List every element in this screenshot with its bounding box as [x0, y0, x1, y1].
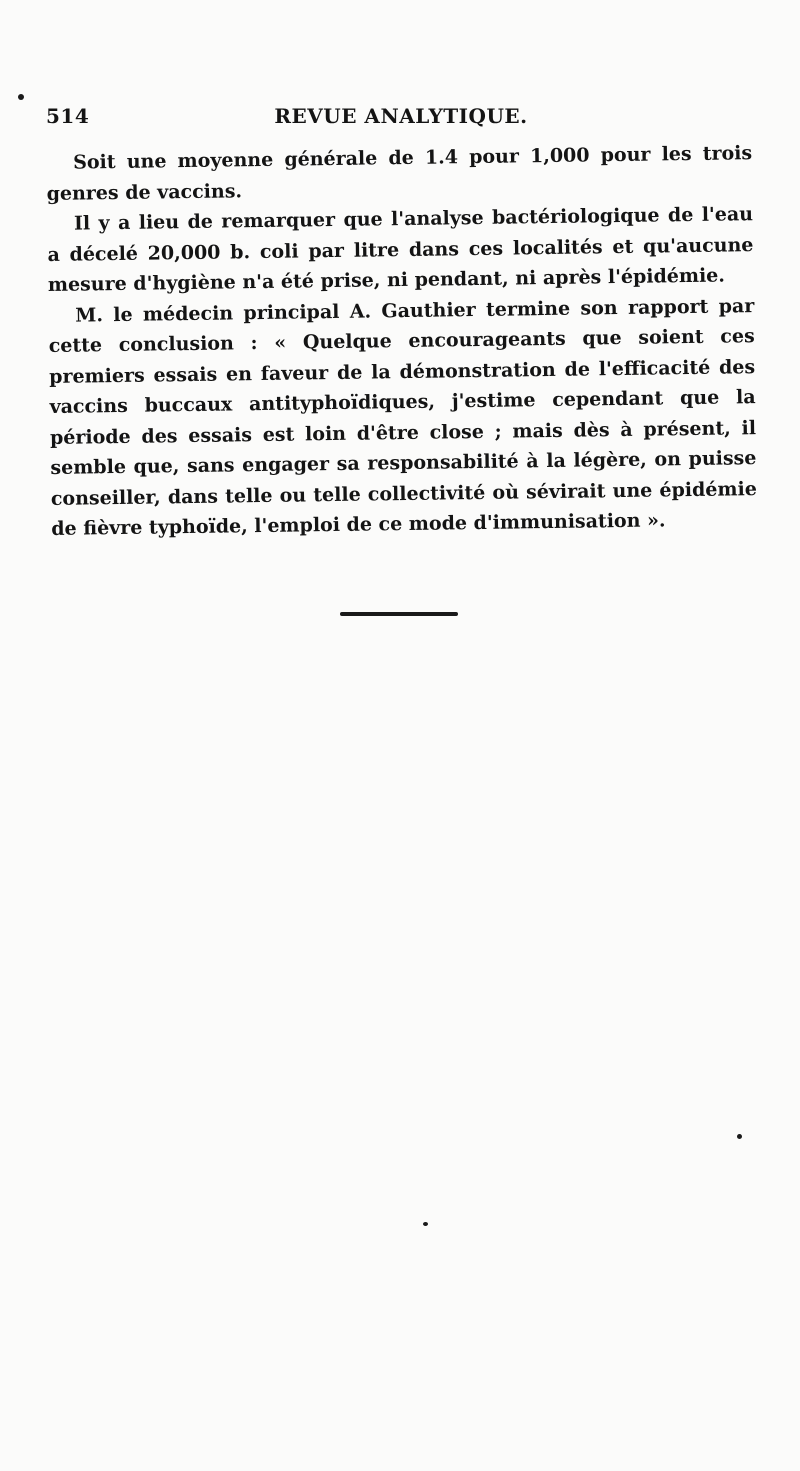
ink-speck	[18, 94, 24, 100]
paragraph-vaccine-average: Soit une moyenne générale de 1.4 pour 1,000 pour les trois genres de vaccins.	[46, 142, 753, 205]
ink-speck	[423, 1222, 428, 1226]
ink-speck	[737, 1134, 742, 1139]
running-title: REVUE ANALYTIQUE.	[274, 104, 528, 128]
paragraph-conclusion: M. le médecin principal A. Gauthier termine son rapport par cette conclusion : « Quelque encourageants que soient ces premiers essais en faveur de la démonstration de l'efficacité des vaccins buccaux antityphoïdiques, j'estime cependant que la période des essais est loin d'être close ; mais dès à présent, il semble que, sans engager sa responsabilité à la légère, on puisse conseiller, dans telle ou telle collectivité où sévirait une épidémie de fièvre typhoïde, l'emploi de ce mode d'immunisation ».	[48, 294, 757, 540]
page-header	[46, 100, 756, 134]
page-number: 514	[46, 104, 90, 128]
body-text	[46, 138, 757, 544]
paragraph-bacteriological-analysis: Il y a lieu de remarquer que l'analyse bactériologique de l'eau a décelé 20,000 b. coli par litre dans ces localités et qu'aucune mesure d'hygiène n'a été prise, ni pendant, ni après l'épidémie.	[47, 203, 754, 296]
section-divider	[340, 612, 458, 616]
